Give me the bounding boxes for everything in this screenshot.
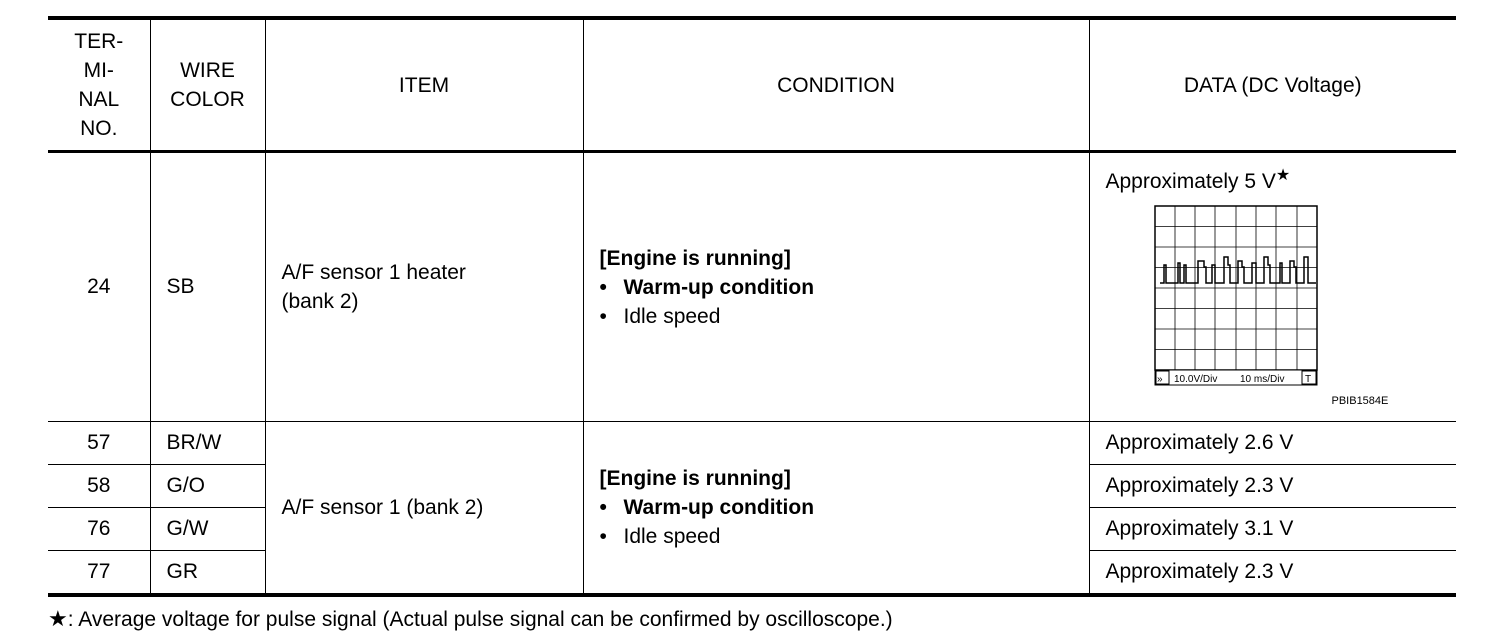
footnote-text: : Average voltage for pulse signal (Actual pulse signal can be confirmed by oscilloscope.) bbox=[67, 608, 893, 631]
bullet-icon: • bbox=[599, 525, 607, 548]
wire-cell: BR/W bbox=[150, 422, 265, 465]
condition-cell bbox=[583, 152, 1089, 422]
terminal-cell: 24 bbox=[48, 152, 150, 422]
header-wire-line: COLOR bbox=[170, 88, 245, 111]
item-cell bbox=[265, 152, 583, 422]
header-terminal-line: TER- bbox=[74, 30, 124, 53]
condition-item bbox=[600, 302, 1089, 331]
star-icon: ★ bbox=[48, 606, 68, 631]
star-icon: ★ bbox=[1275, 167, 1291, 184]
condition-title: [Engine is running] bbox=[599, 246, 791, 270]
condition-item bbox=[600, 493, 1089, 522]
terminal-cell: 58 bbox=[48, 465, 150, 508]
item-cell: A/F sensor 1 (bank 2) bbox=[265, 422, 583, 596]
data-value bbox=[1106, 165, 1457, 194]
wire-cell: G/W bbox=[150, 508, 265, 551]
condition-cell bbox=[583, 422, 1089, 596]
scope-right-icon: T bbox=[1304, 374, 1311, 385]
table-row bbox=[48, 422, 1456, 465]
terminal-cell: 76 bbox=[48, 508, 150, 551]
wire-cell: GR bbox=[150, 551, 265, 596]
header-terminal-line: MI- bbox=[83, 59, 114, 82]
table-row bbox=[48, 152, 1456, 422]
oscilloscope-waveform bbox=[1154, 205, 1322, 389]
condition-title: [Engine is running] bbox=[599, 467, 791, 490]
scope-time-div: 10 ms/Div bbox=[1239, 374, 1284, 385]
condition-item-text: Warm-up condition bbox=[623, 275, 815, 299]
figure-code: PBIB1584E bbox=[1331, 395, 1389, 407]
terminal-cell: 57 bbox=[48, 422, 150, 465]
header-terminal-line: NAL bbox=[78, 88, 120, 111]
data-cell: Approximately 2.3 V bbox=[1089, 551, 1456, 596]
header-condition: CONDITION bbox=[583, 18, 1089, 152]
scope-volt-div: 10.0V/Div bbox=[1173, 374, 1217, 385]
header-data: DATA (DC Voltage) bbox=[1089, 18, 1456, 152]
terminal-cell: 77 bbox=[48, 551, 150, 596]
footnote bbox=[48, 606, 893, 632]
data-cell bbox=[1089, 152, 1456, 422]
bullet-icon: • bbox=[599, 304, 607, 328]
item-line: A/F sensor 1 heater bbox=[281, 261, 466, 284]
condition-item-text: Warm-up condition bbox=[623, 496, 815, 519]
header-terminal bbox=[48, 18, 150, 152]
condition-item-text: Idle speed bbox=[623, 304, 721, 328]
item-line: (bank 2) bbox=[281, 290, 359, 313]
data-cell: Approximately 3.1 V bbox=[1089, 508, 1456, 551]
data-cell: Approximately 2.3 V bbox=[1089, 465, 1456, 508]
condition-item bbox=[600, 273, 1089, 302]
header-item: ITEM bbox=[265, 18, 583, 152]
header-terminal-line: NO. bbox=[80, 117, 118, 140]
scope-left-icon: » bbox=[1156, 374, 1163, 385]
data-value-text: Approximately 5 V bbox=[1105, 170, 1276, 193]
wire-cell: SB bbox=[150, 152, 265, 422]
header-row bbox=[48, 18, 1456, 152]
terminal-spec-table bbox=[48, 16, 1456, 597]
condition-item-text: Idle speed bbox=[623, 525, 721, 548]
header-wire-color bbox=[150, 18, 265, 152]
header-wire-line: WIRE bbox=[180, 59, 235, 82]
bullet-icon: • bbox=[599, 275, 607, 299]
bullet-icon: • bbox=[599, 496, 607, 519]
wire-cell: G/O bbox=[150, 465, 265, 508]
condition-item bbox=[600, 522, 1089, 551]
data-cell: Approximately 2.6 V bbox=[1089, 422, 1456, 465]
